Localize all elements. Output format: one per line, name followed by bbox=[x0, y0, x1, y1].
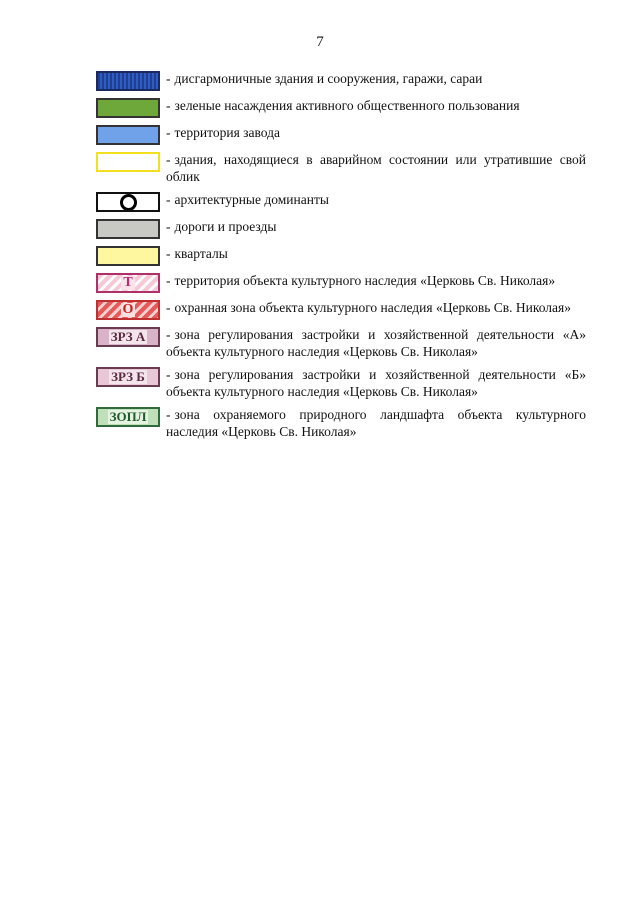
legend-item-zopl: ЗОПЛ - зона охраняемого природного ландшафта объекта культурного наследия «Церковь Св. Николая» bbox=[96, 406, 586, 440]
blue-striped-swatch-icon bbox=[96, 71, 160, 91]
legend-item-zrz-a: ЗРЗ А - зона регулирования застройки и хозяйственной деятельности «А» объекта культурного наследия «Церковь Св. Николая» bbox=[96, 326, 586, 360]
light-yellow-swatch-icon bbox=[96, 246, 160, 266]
legend-text: архитектурные доминанты bbox=[174, 192, 329, 207]
legend-item-green-spaces: - зеленые насаждения активного общественного пользования bbox=[96, 97, 586, 118]
green-swatch-icon bbox=[96, 98, 160, 118]
legend-text: территория завода bbox=[174, 125, 280, 140]
legend-item-blocks: - кварталы bbox=[96, 245, 586, 266]
legend-item-architectural-dominants: - архитектурные доминанты bbox=[96, 191, 586, 212]
legend-text: зеленые насаждения активного общественного пользования bbox=[174, 98, 520, 113]
mauve-light-swatch-icon bbox=[96, 367, 160, 387]
legend-item-roads: - дороги и проезды bbox=[96, 218, 586, 239]
red-hatched-swatch-icon bbox=[96, 300, 160, 320]
yellow-outline-swatch-icon bbox=[96, 152, 160, 172]
swatch-label: ЗРЗ Б bbox=[111, 369, 145, 384]
swatch-label: Т bbox=[123, 275, 133, 290]
legend bbox=[96, 70, 586, 446]
legend-item-zrz-b: ЗРЗ Б - зона регулирования застройки и хозяйственной деятельности «Б» объекта культурного наследия «Церковь Св. Николая» bbox=[96, 366, 586, 400]
legend-text: здания, находящиеся в аварийном состоянии или утратившие свой облик bbox=[166, 152, 586, 184]
dominant-swatch bbox=[96, 192, 160, 212]
legend-text: территория объекта культурного наследия «Церковь Св. Николая» bbox=[174, 273, 556, 288]
pink-hatched-swatch-icon bbox=[96, 273, 160, 293]
green-light-swatch-icon bbox=[96, 407, 160, 427]
legend-item-emergency-buildings: - здания, находящиеся в аварийном состоянии или утратившие свой облик bbox=[96, 151, 586, 185]
swatch-label: ЗРЗ А bbox=[110, 329, 146, 344]
legend-text: зона регулирования застройки и хозяйственной деятельности «А» объекта культурного наследия «Церковь Св. Николая» bbox=[166, 327, 586, 359]
legend-item-factory-territory: - территория завода bbox=[96, 124, 586, 145]
swatch-label: О bbox=[122, 302, 134, 317]
legend-text: дисгармоничные здания и сооружения, гаражи, сараи bbox=[174, 71, 483, 86]
page-number: 7 bbox=[316, 34, 324, 50]
legend-text: зона регулирования застройки и хозяйственной деятельности «Б» объекта культурного наследия «Церковь Св. Николая» bbox=[166, 367, 586, 399]
legend-text: зона охраняемого природного ландшафта объекта культурного наследия «Церковь Св. Николая» bbox=[166, 407, 586, 439]
light-blue-swatch-icon bbox=[96, 125, 160, 145]
legend-text: дороги и проезды bbox=[174, 219, 277, 234]
mauve-swatch-icon bbox=[96, 327, 160, 347]
legend-item-protection-zone: О - охранная зона объекта культурного наследия «Церковь Св. Николая» bbox=[96, 299, 586, 320]
ring-icon bbox=[120, 194, 137, 211]
legend-item-heritage-territory: Т - территория объекта культурного наследия «Церковь Св. Николая» bbox=[96, 272, 586, 293]
gray-swatch-icon bbox=[96, 219, 160, 239]
legend-item-disharmonious-buildings: - дисгармоничные здания и сооружения, гаражи, сараи bbox=[96, 70, 586, 91]
legend-text: охранная зона объекта культурного наследия «Церковь Св. Николая» bbox=[174, 300, 571, 315]
swatch-label: ЗОПЛ bbox=[109, 409, 147, 424]
legend-text: кварталы bbox=[174, 246, 228, 261]
